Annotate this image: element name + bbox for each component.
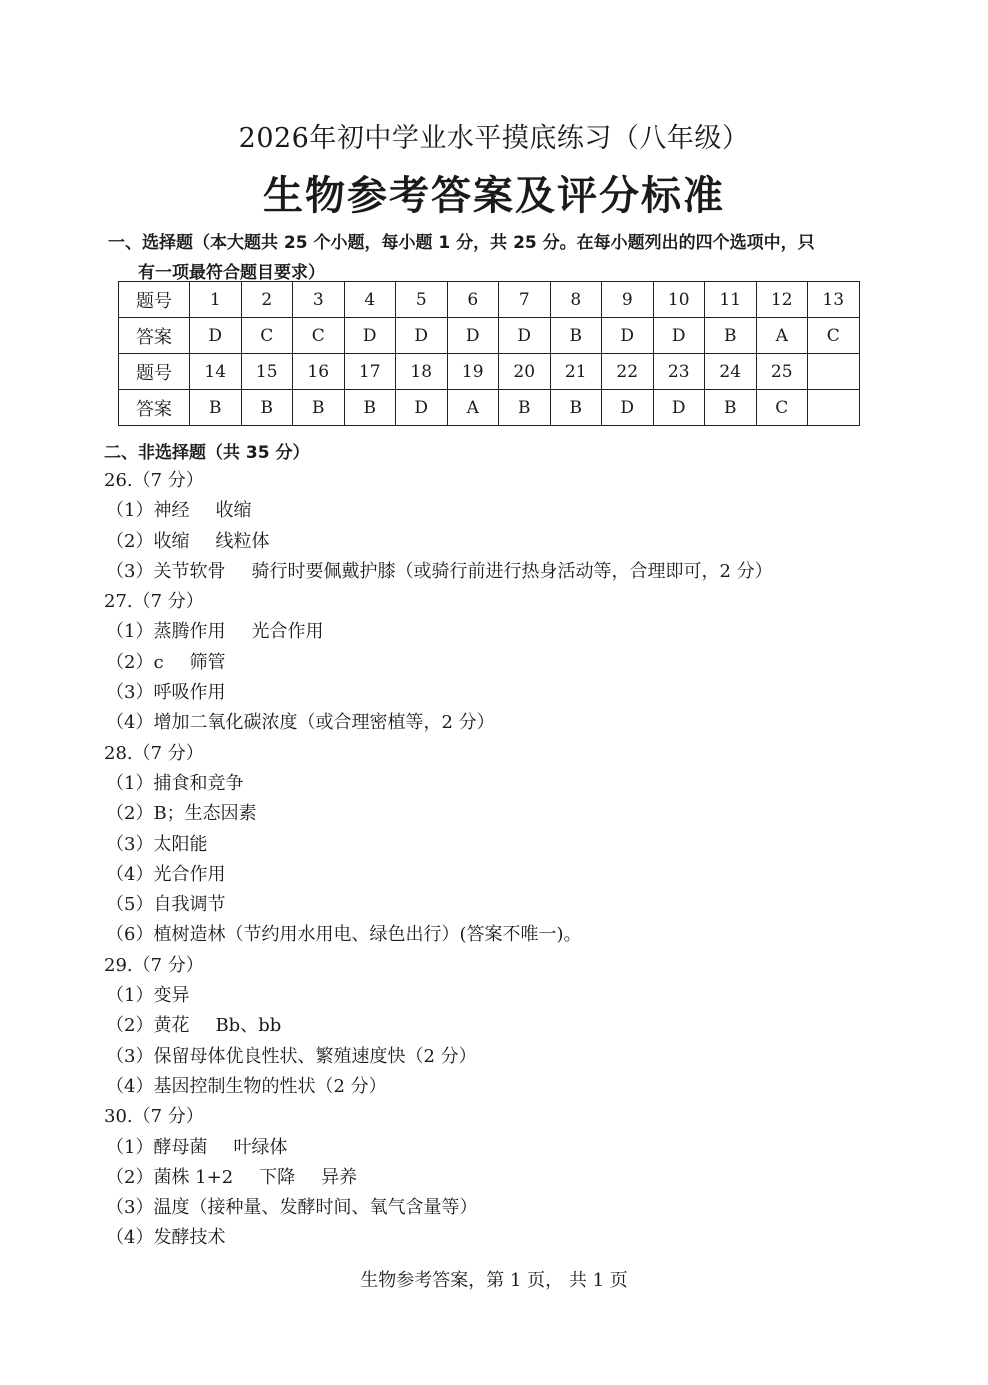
answer-text: B；生态因素 (153, 803, 257, 825)
table-cell: C (293, 318, 345, 354)
table-cell (808, 354, 860, 390)
answer-item (104, 860, 944, 890)
answer-text: 骑行时要佩戴护膝（或骑行前进行热身活动等，合理即可，2 分） (251, 560, 773, 582)
answer-item (104, 708, 944, 738)
table-cell: A (756, 318, 808, 354)
table-cell: 9 (602, 282, 654, 318)
answer-text: 下降 (259, 1166, 296, 1188)
answer-item-number: （3） (106, 1197, 154, 1219)
answer-text: 关节软骨 (153, 560, 226, 582)
table-cell: D (447, 318, 499, 354)
section1-heading-line1: 一、选择题（本大题共 25 个小题，每小题 1 分，共 25 分。在每小题列出的四个选项中，只 (108, 233, 815, 253)
table-cell: B (550, 318, 602, 354)
table-cell: 4 (344, 282, 396, 318)
answer-text: 叶绿体 (233, 1136, 288, 1158)
answer-item-number: （2） (106, 530, 154, 552)
answer-item-number: （2） (106, 651, 154, 673)
table-row (119, 282, 860, 318)
answer-item-number: （1） (106, 1136, 154, 1158)
answer-text: 菌株 1+2 (153, 1166, 234, 1188)
table-cell: 2 (241, 282, 293, 318)
answer-item (104, 557, 944, 587)
answer-item-number: （1） (106, 985, 154, 1007)
answer-text: 温度（接种量、发酵时间、氧气含量等） (153, 1197, 478, 1219)
table-row (119, 390, 860, 426)
answer-item (104, 799, 944, 829)
question-number: 27.（7 分） (104, 591, 204, 613)
answer-text: Bb、bb (215, 1015, 282, 1037)
answer-item (104, 830, 944, 860)
answer-item-number: （4） (106, 1227, 154, 1249)
table-cell: B (293, 390, 345, 426)
answer-item (104, 1223, 944, 1253)
answer-item-number: （5） (106, 894, 154, 916)
table-cell: 17 (344, 354, 396, 390)
table-cell: C (808, 318, 860, 354)
answer-item-number: （2） (106, 1166, 154, 1188)
answer-item (104, 648, 944, 678)
table-cell: D (190, 318, 242, 354)
table-row-label: 题号 (119, 282, 190, 318)
answer-item (104, 1133, 944, 1163)
table-cell: 10 (653, 282, 705, 318)
answer-item (104, 1163, 944, 1193)
table-cell: 23 (653, 354, 705, 390)
section1-heading-line2: 有一项最符合题目要求） (138, 263, 325, 283)
answer-text: 光合作用 (251, 621, 324, 643)
answer-item (104, 496, 944, 526)
table-cell: C (756, 390, 808, 426)
answer-text: 发酵技术 (153, 1227, 226, 1249)
table-cell: 14 (190, 354, 242, 390)
table-cell: D (602, 390, 654, 426)
table-cell: D (396, 318, 448, 354)
answer-text: 收缩 (153, 530, 190, 552)
answer-item-number: （3） (106, 1045, 154, 1067)
table-row-label: 题号 (119, 354, 190, 390)
answer-text: 太阳能 (153, 833, 208, 855)
answer-item-number: （1） (106, 772, 154, 794)
table-cell: 13 (808, 282, 860, 318)
answer-item-number: （3） (106, 682, 154, 704)
answer-text: 黄花 (153, 1015, 190, 1037)
table-cell: C (241, 318, 293, 354)
answer-item-number: （6） (106, 924, 154, 946)
answer-text: 光合作用 (153, 863, 226, 885)
question-number: 26.（7 分） (104, 470, 204, 491)
question-number: 29.（7 分） (104, 954, 204, 976)
answer-text: 收缩 (215, 500, 252, 522)
answer-text: 呼吸作用 (153, 682, 226, 704)
answer-item-number: （1） (106, 500, 154, 522)
answer-item-number: （1） (106, 621, 154, 643)
table-cell: 6 (447, 282, 499, 318)
answer-item-number: （4） (106, 1075, 154, 1097)
answer-text: 增加二氧化碳浓度（或合理密植等，2 分） (153, 712, 495, 734)
table-cell: 22 (602, 354, 654, 390)
table-cell: 20 (499, 354, 551, 390)
table-cell: 12 (756, 282, 808, 318)
table-cell: 21 (550, 354, 602, 390)
answer-text: 变异 (153, 985, 190, 1007)
table-cell: D (653, 390, 705, 426)
answer-text: 植树造林（节约用水用电、绿色出行）(答案不唯一)。 (153, 924, 582, 946)
answer-item (104, 678, 944, 708)
document-title: 2026年初中学业水平摸底练习（八年级） (238, 123, 750, 154)
table-cell: 19 (447, 354, 499, 390)
answer-item (104, 920, 944, 950)
table-cell: 8 (550, 282, 602, 318)
answer-text: 酵母菌 (153, 1136, 208, 1158)
table-row (119, 354, 860, 390)
answer-item-number: （2） (106, 803, 154, 825)
table-cell: D (344, 318, 396, 354)
table-cell: B (241, 390, 293, 426)
table-cell: 11 (705, 282, 757, 318)
answer-item (104, 981, 944, 1011)
answer-item (104, 1072, 944, 1102)
table-cell: A (447, 390, 499, 426)
answer-item (104, 890, 944, 920)
table-cell: B (344, 390, 396, 426)
table-cell: D (653, 318, 705, 354)
table-row-label: 答案 (119, 390, 190, 426)
answer-text: 线粒体 (215, 530, 270, 552)
table-cell: B (705, 390, 757, 426)
question-number: 30.（7 分） (104, 1106, 204, 1128)
table-cell: 1 (190, 282, 242, 318)
section1-heading (108, 228, 898, 288)
answer-text: 筛管 (189, 651, 226, 673)
table-cell: B (499, 390, 551, 426)
answer-text: 基因控制生物的性状（2 分） (153, 1075, 387, 1097)
answer-text: 保留母体优良性状、繁殖速度快（2 分） (153, 1045, 477, 1067)
table-row-label: 答案 (119, 318, 190, 354)
table-cell: D (602, 318, 654, 354)
table-cell: B (190, 390, 242, 426)
table-cell: 7 (499, 282, 551, 318)
answer-item-number: （4） (106, 863, 154, 885)
table-cell: D (499, 318, 551, 354)
answer-item-number: （4） (106, 712, 154, 734)
answer-text: 自我调节 (153, 894, 226, 916)
table-cell: 3 (293, 282, 345, 318)
answer-item (104, 527, 944, 557)
answer-table (118, 281, 860, 426)
answer-text: 捕食和竞争 (153, 772, 244, 794)
answer-text: c (153, 651, 164, 673)
answer-item (104, 1193, 944, 1223)
answer-item (104, 1011, 944, 1041)
answer-item (104, 617, 944, 647)
table-cell: 18 (396, 354, 448, 390)
answer-item-number: （3） (106, 833, 154, 855)
table-cell (808, 390, 860, 426)
table-cell: 16 (293, 354, 345, 390)
answer-text: 神经 (153, 500, 190, 522)
answers-list (104, 466, 944, 1254)
table-cell: 25 (756, 354, 808, 390)
table-row (119, 318, 860, 354)
page-footer: 生物参考答案，第 1 页， 共 1 页 (360, 1270, 628, 1291)
table-cell: 24 (705, 354, 757, 390)
answer-text: 异养 (321, 1166, 358, 1188)
document-subtitle: 生物参考答案及评分标准 (263, 173, 725, 219)
table-cell: B (550, 390, 602, 426)
answer-item-number: （3） (106, 560, 154, 582)
table-cell: D (396, 390, 448, 426)
table-cell: 15 (241, 354, 293, 390)
answer-item (104, 769, 944, 799)
answer-item-number: （2） (106, 1015, 154, 1037)
answer-text: 蒸腾作用 (153, 621, 226, 643)
section2-heading: 二、非选择题（共 35 分） (104, 443, 310, 463)
table-cell: B (705, 318, 757, 354)
question-number: 28.（7 分） (104, 742, 204, 764)
answer-item (104, 1042, 944, 1072)
table-cell: 5 (396, 282, 448, 318)
